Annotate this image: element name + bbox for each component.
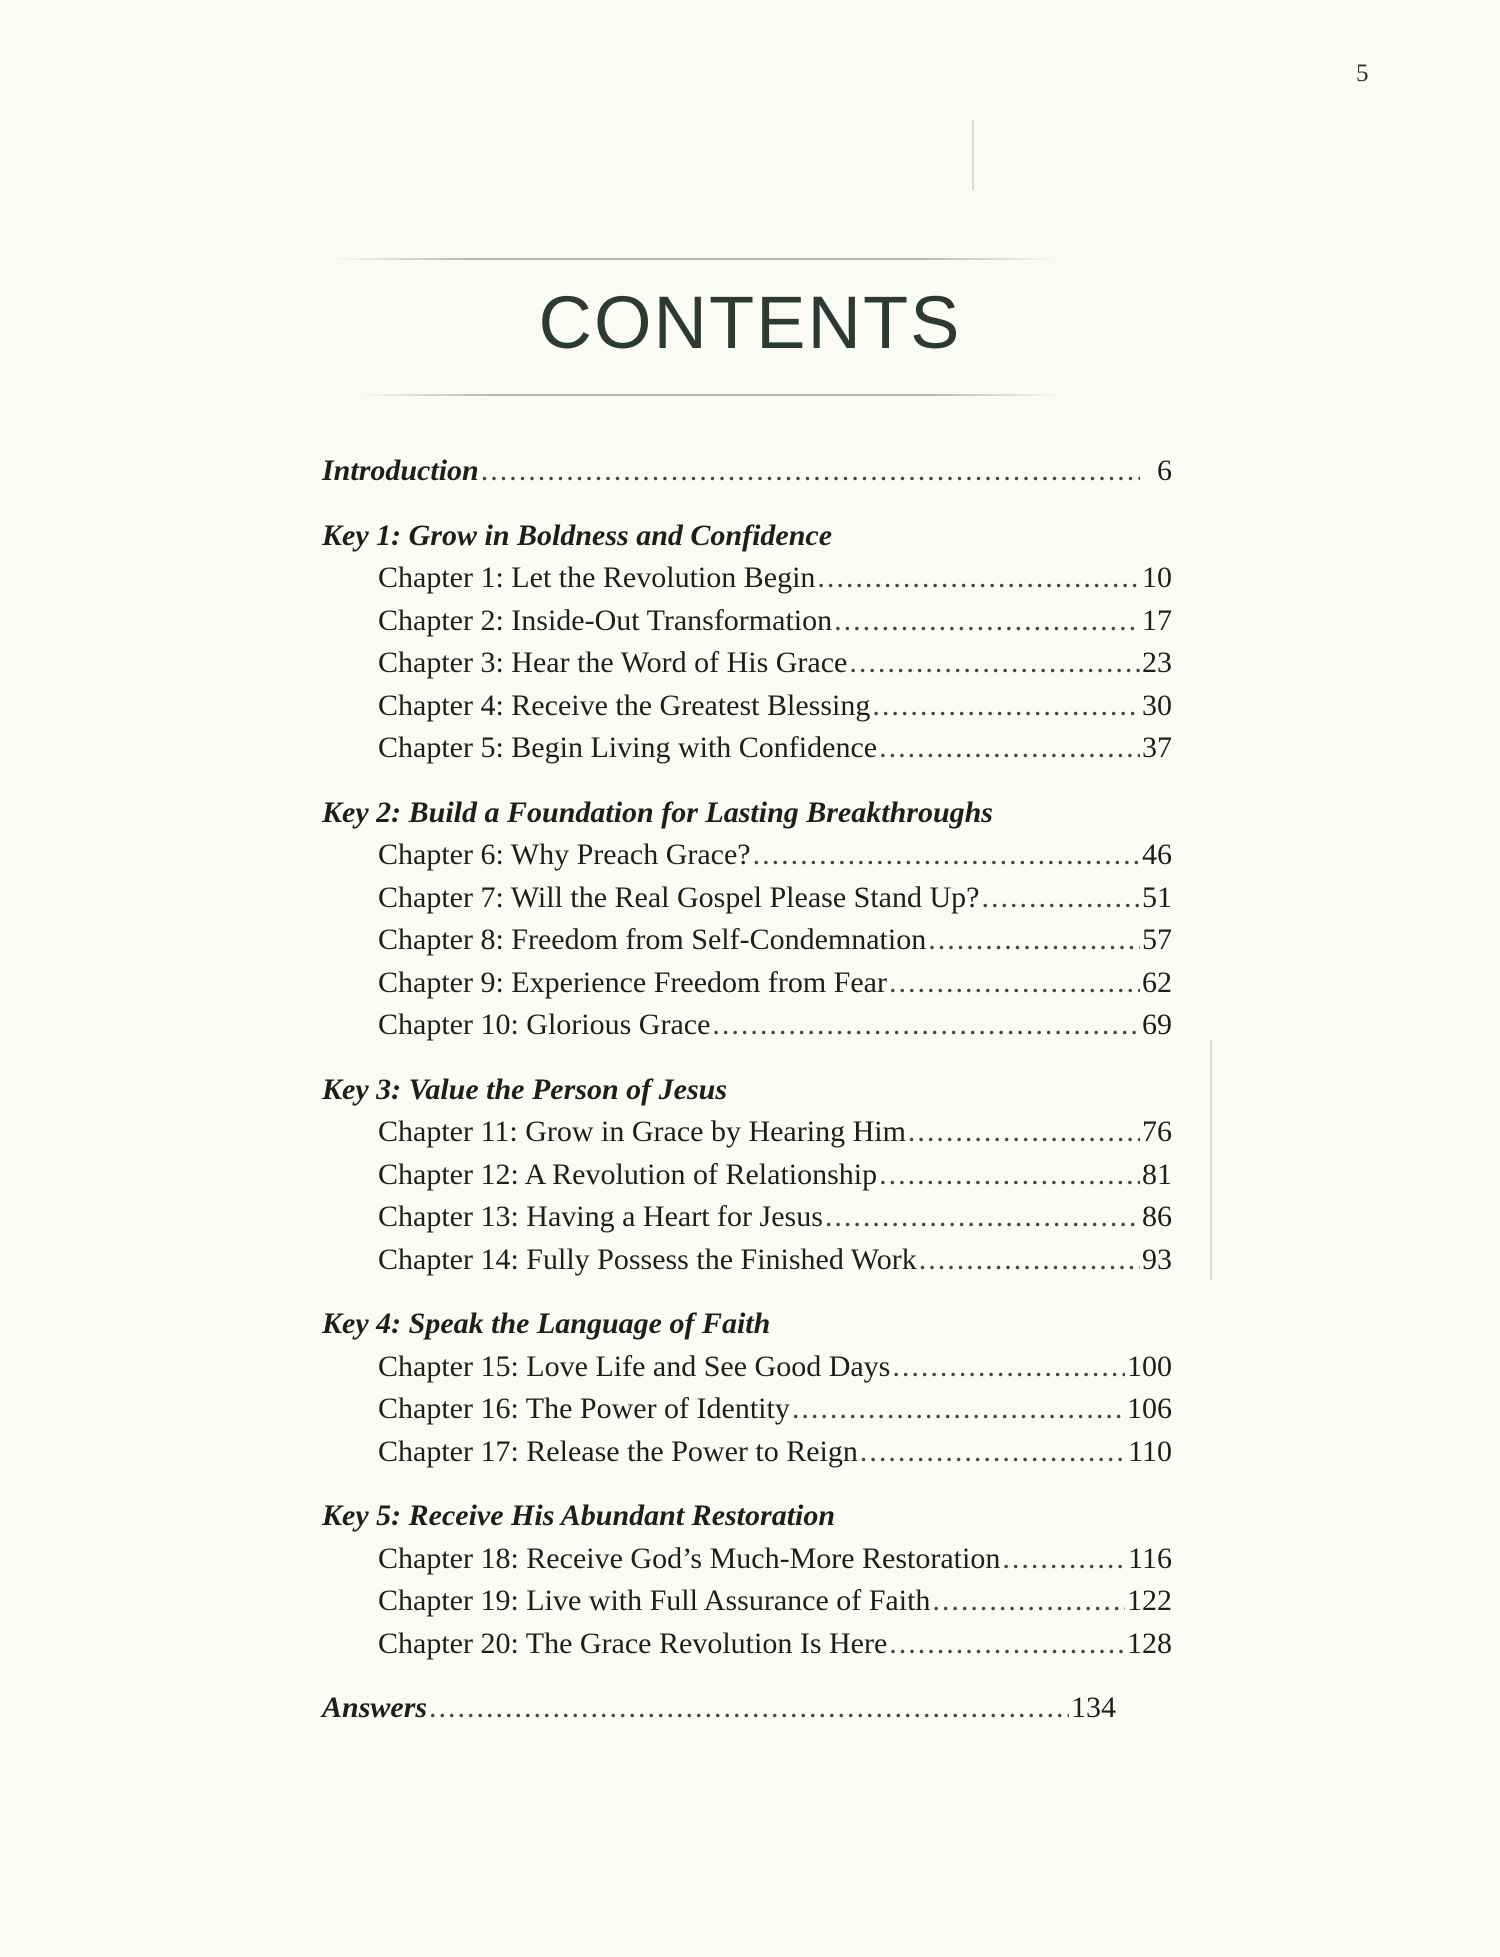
toc-entry-chapter[interactable] (322, 600, 1172, 643)
dot-leader (481, 450, 1140, 493)
toc-entry-label: Chapter 8: Freedom from Self-Condemnation (378, 923, 927, 956)
toc-entry-label: Chapter 17: Release the Power to Reign (378, 1434, 858, 1468)
toc-entry-label: Chapter 12: A Revolution of Relationship (378, 1157, 878, 1191)
toc-entry-page: 134 (1071, 1691, 1116, 1724)
dot-leader (981, 877, 1140, 920)
dot-leader (879, 727, 1140, 770)
toc-entry-label: Chapter 2: Inside-Out Transformation (378, 603, 833, 637)
toc-entry-label: Chapter 4: Receive the Greatest Blessing (378, 688, 871, 722)
toc-entry-page: 30 (1142, 688, 1172, 722)
toc-entry-chapter[interactable] (322, 834, 1172, 877)
toc-entry-label: Chapter 16: The Power of Identity (378, 1392, 790, 1425)
toc-entry-chapter[interactable] (322, 557, 1172, 600)
toc-entry-page: 46 (1142, 838, 1172, 871)
key-heading: Key 1: Grow in Boldness and Confidence (322, 518, 833, 552)
toc-entry-page: 76 (1142, 1115, 1172, 1148)
toc-entry-label: Chapter 9: Experience Freedom from Fear (378, 965, 887, 999)
toc-entry-chapter[interactable] (322, 919, 1172, 962)
dot-leader (889, 962, 1140, 1005)
dot-leader (892, 1346, 1125, 1389)
toc-entry-page: 100 (1127, 1349, 1172, 1383)
toc-entry-label: Chapter 10: Glorious Grace (378, 1008, 711, 1041)
dot-leader (817, 557, 1140, 600)
toc-entry-label: Chapter 1: Let the Revolution Begin (378, 561, 816, 594)
toc-entry-chapter[interactable] (322, 1111, 1172, 1154)
page-number: 5 (1356, 60, 1369, 87)
toc-entry-chapter[interactable] (322, 877, 1172, 920)
dot-leader (825, 1196, 1140, 1239)
dot-leader (908, 1111, 1140, 1154)
toc-entry-chapter[interactable] (322, 1196, 1172, 1239)
toc-entry-label: Introduction (322, 454, 479, 487)
key-heading: Key 2: Build a Foundation for Lasting Breakthroughs (322, 795, 993, 829)
toc-entry-page: 6 (1157, 454, 1172, 487)
toc-entry-label: Chapter 5: Begin Living with Confidence (378, 731, 878, 764)
scan-mark (972, 120, 974, 190)
dot-leader (889, 1623, 1125, 1666)
toc-entry-chapter[interactable] (322, 1239, 1172, 1282)
toc-entry-page: 69 (1142, 1008, 1172, 1041)
key-heading: Key 4: Speak the Language of Faith (322, 1307, 771, 1340)
toc-entry-page: 110 (1128, 1434, 1172, 1468)
dot-leader (932, 1580, 1125, 1623)
toc-entry-chapter[interactable] (322, 1623, 1172, 1666)
toc-entry-chapter[interactable] (322, 1431, 1172, 1474)
toc-entry-page: 17 (1142, 603, 1172, 637)
toc-entry-page: 37 (1142, 731, 1172, 764)
toc-entry-page: 62 (1142, 965, 1172, 999)
toc-entry-page: 116 (1128, 1541, 1172, 1575)
toc-entry-label: Chapter 15: Love Life and See Good Days (378, 1349, 891, 1383)
toc-entry-chapter[interactable] (322, 1004, 1172, 1047)
toc-entry-label: Chapter 13: Having a Heart for Jesus (378, 1200, 823, 1233)
toc-entry-chapter[interactable] (322, 1346, 1172, 1389)
toc-entry-label: Chapter 18: Receive God’s Much-More Restoration (378, 1541, 1001, 1575)
title-rule-bottom (355, 394, 1065, 396)
toc-entry-label: Chapter 19: Live with Full Assurance of Faith (378, 1584, 931, 1617)
page-title: CONTENTS (538, 281, 962, 364)
dot-leader (1002, 1538, 1126, 1581)
table-of-contents (322, 450, 1172, 1730)
dot-leader (872, 685, 1140, 728)
dot-leader (792, 1388, 1125, 1431)
toc-entry-page: 93 (1142, 1242, 1172, 1276)
toc-entry-chapter[interactable] (322, 962, 1172, 1005)
toc-entry-chapter[interactable] (322, 1154, 1172, 1197)
dot-leader (928, 919, 1140, 962)
toc-entry-chapter[interactable] (322, 1388, 1172, 1431)
toc-entry-label: Chapter 7: Will the Real Gospel Please Stand Up? (378, 880, 980, 914)
toc-entry-label: Chapter 14: Fully Possess the Finished Work (378, 1242, 917, 1276)
toc-entry-label: Answers (322, 1691, 428, 1724)
dot-leader (712, 1004, 1140, 1047)
dot-leader (753, 834, 1140, 877)
toc-entry-chapter[interactable] (322, 642, 1172, 685)
scan-mark (1210, 1040, 1212, 1280)
toc-entry-page: 86 (1142, 1200, 1172, 1233)
toc-entry-page: 10 (1142, 561, 1172, 594)
dot-leader (860, 1431, 1126, 1474)
toc-entry-chapter[interactable] (322, 1538, 1172, 1581)
toc-entry-page: 23 (1142, 646, 1172, 679)
toc-entry-page: 51 (1142, 880, 1172, 914)
toc-entry-label: Chapter 20: The Grace Revolution Is Here (378, 1626, 888, 1660)
title-rule-top (330, 258, 1060, 260)
toc-entry-answers[interactable] (322, 1687, 1116, 1730)
dot-leader (429, 1687, 1069, 1730)
toc-entry-page: 81 (1142, 1157, 1172, 1191)
dot-leader (849, 642, 1140, 685)
dot-leader (879, 1154, 1140, 1197)
toc-entry-page: 128 (1127, 1626, 1172, 1660)
toc-entry-page: 57 (1142, 923, 1172, 956)
toc-entry-page: 106 (1127, 1392, 1172, 1425)
toc-entry-chapter[interactable] (322, 685, 1172, 728)
toc-entry-introduction[interactable] (322, 450, 1172, 493)
key-heading: Key 5: Receive His Abundant Restoration (322, 1499, 836, 1532)
toc-entry-label: Chapter 6: Why Preach Grace? (378, 838, 751, 871)
dot-leader (919, 1239, 1140, 1282)
toc-entry-label: Chapter 11: Grow in Grace by Hearing Him (378, 1115, 906, 1148)
key-heading: Key 3: Value the Person of Jesus (322, 1072, 727, 1106)
toc-entry-chapter[interactable] (322, 1580, 1172, 1623)
toc-entry-label: Chapter 3: Hear the Word of His Grace (378, 646, 848, 679)
dot-leader (834, 600, 1140, 643)
toc-entry-page: 122 (1127, 1584, 1172, 1617)
toc-entry-chapter[interactable] (322, 727, 1172, 770)
